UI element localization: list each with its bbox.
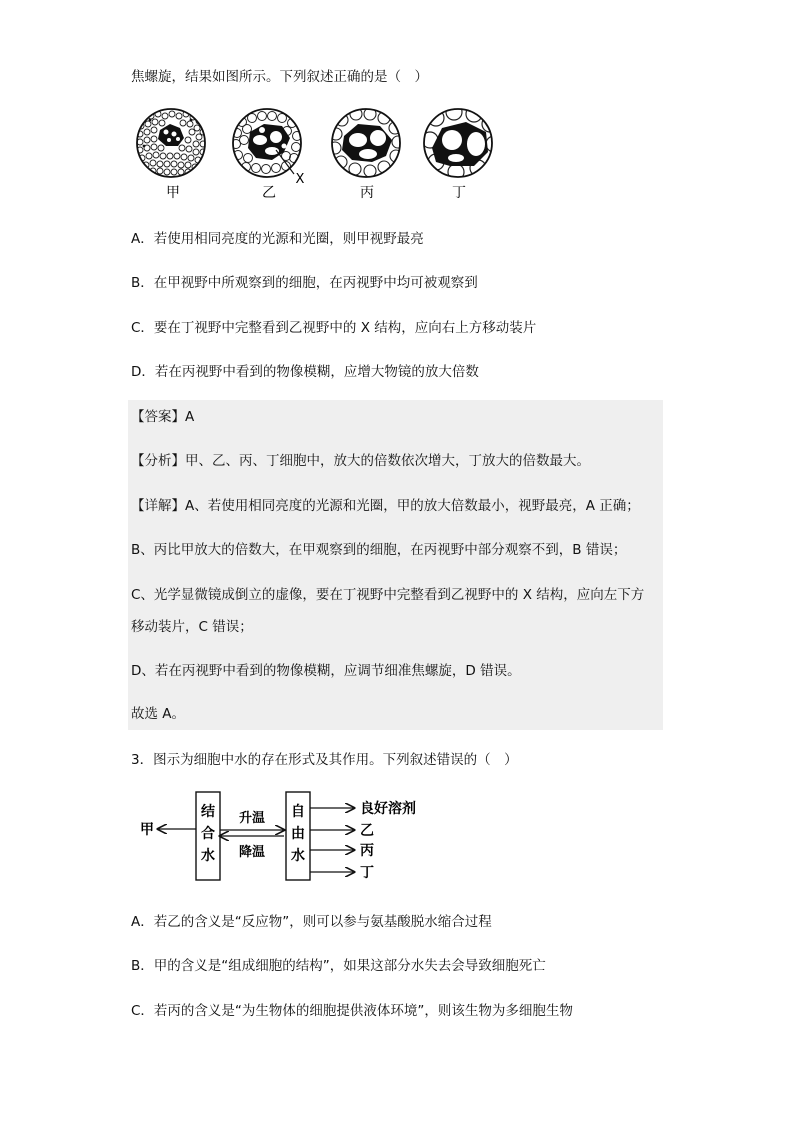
label-x: X (295, 172, 305, 187)
free-water-char-3: 水 (291, 848, 305, 864)
q3-option-c: C．若丙的含义是“为生物体的细胞提供液体环境”，则该生物为多细胞生物 (131, 1003, 573, 1019)
bound-water-char-3: 水 (201, 848, 215, 864)
label-yi: 乙 (262, 185, 276, 201)
label-ding: 丁 (452, 185, 466, 201)
q3-option-b: B．甲的含义是“组成细胞的结构”，如果这部分水失去会导致细胞死亡 (131, 958, 546, 974)
q2-option-c: C．要在丁视野中完整看到乙视野中的 X 结构，应向右上方移动装片 (131, 320, 537, 336)
q2-option-d: D．若在丙视野中看到的物像模糊，应增大物镜的放大倍数 (131, 364, 479, 380)
answer-explanation-box (128, 400, 663, 730)
free-water-char-1: 自 (291, 804, 305, 820)
free-water-char-2: 由 (291, 826, 305, 842)
q3-stem: 3．图示为细胞中水的存在形式及其作用。下列叙述错误的（ ） (131, 752, 518, 768)
water-forms-diagram (138, 788, 438, 884)
answer-line: 【答案】A (131, 409, 195, 425)
diagram-jia-label: 甲 (140, 822, 154, 838)
bound-water-char-2: 合 (201, 826, 215, 842)
detail-line-b: B、丙比甲放大的倍数大，在甲观察到的细胞，在丙视野中部分观察不到，B 错误； (131, 542, 627, 558)
output-yi: 乙 (360, 823, 374, 839)
output-ding: 丁 (360, 865, 374, 881)
detail-line-c2: 移动装片，C 错误； (131, 619, 253, 635)
conclusion-line: 故选 A。 (131, 706, 186, 722)
analysis-line: 【分析】甲、乙、丙、丁细胞中，放大的倍数依次增大，丁放大的倍数最大。 (131, 453, 590, 469)
output-bing: 丙 (360, 843, 374, 859)
detail-line-c1: C、光学显微镜成倒立的虚像，要在丁视野中完整看到乙视野中的 X 结构，应向左下方 (131, 587, 645, 603)
question-intro-line: 焦螺旋，结果如图所示。下列叙述正确的是（ ） (131, 69, 428, 85)
field-bing (329, 108, 404, 177)
microscope-fields-figure (136, 108, 506, 204)
output-good-solvent: 良好溶剂 (360, 801, 416, 817)
cooling-label: 降温 (238, 845, 266, 860)
label-jia: 甲 (166, 185, 180, 201)
q2-option-a: A．若使用相同亮度的光源和光圈，则甲视野最亮 (131, 231, 424, 247)
q2-option-b: B．在甲视野中所观察到的细胞，在丙视野中均可被观察到 (131, 275, 478, 291)
detail-line-d: D、若在丙视野中看到的物像模糊，应调节细准焦螺旋，D 错误。 (131, 663, 521, 679)
detail-line-a: 【详解】A、若使用相同亮度的光源和光圈，甲的放大倍数最小，视野最亮，A 正确； (131, 498, 640, 514)
q3-option-a: A．若乙的含义是“反应物”，则可以参与氨基酸脱水缩合过程 (131, 914, 492, 930)
heating-label: 升温 (238, 811, 266, 826)
label-bing: 丙 (360, 185, 374, 201)
bound-water-char-1: 结 (201, 804, 215, 820)
